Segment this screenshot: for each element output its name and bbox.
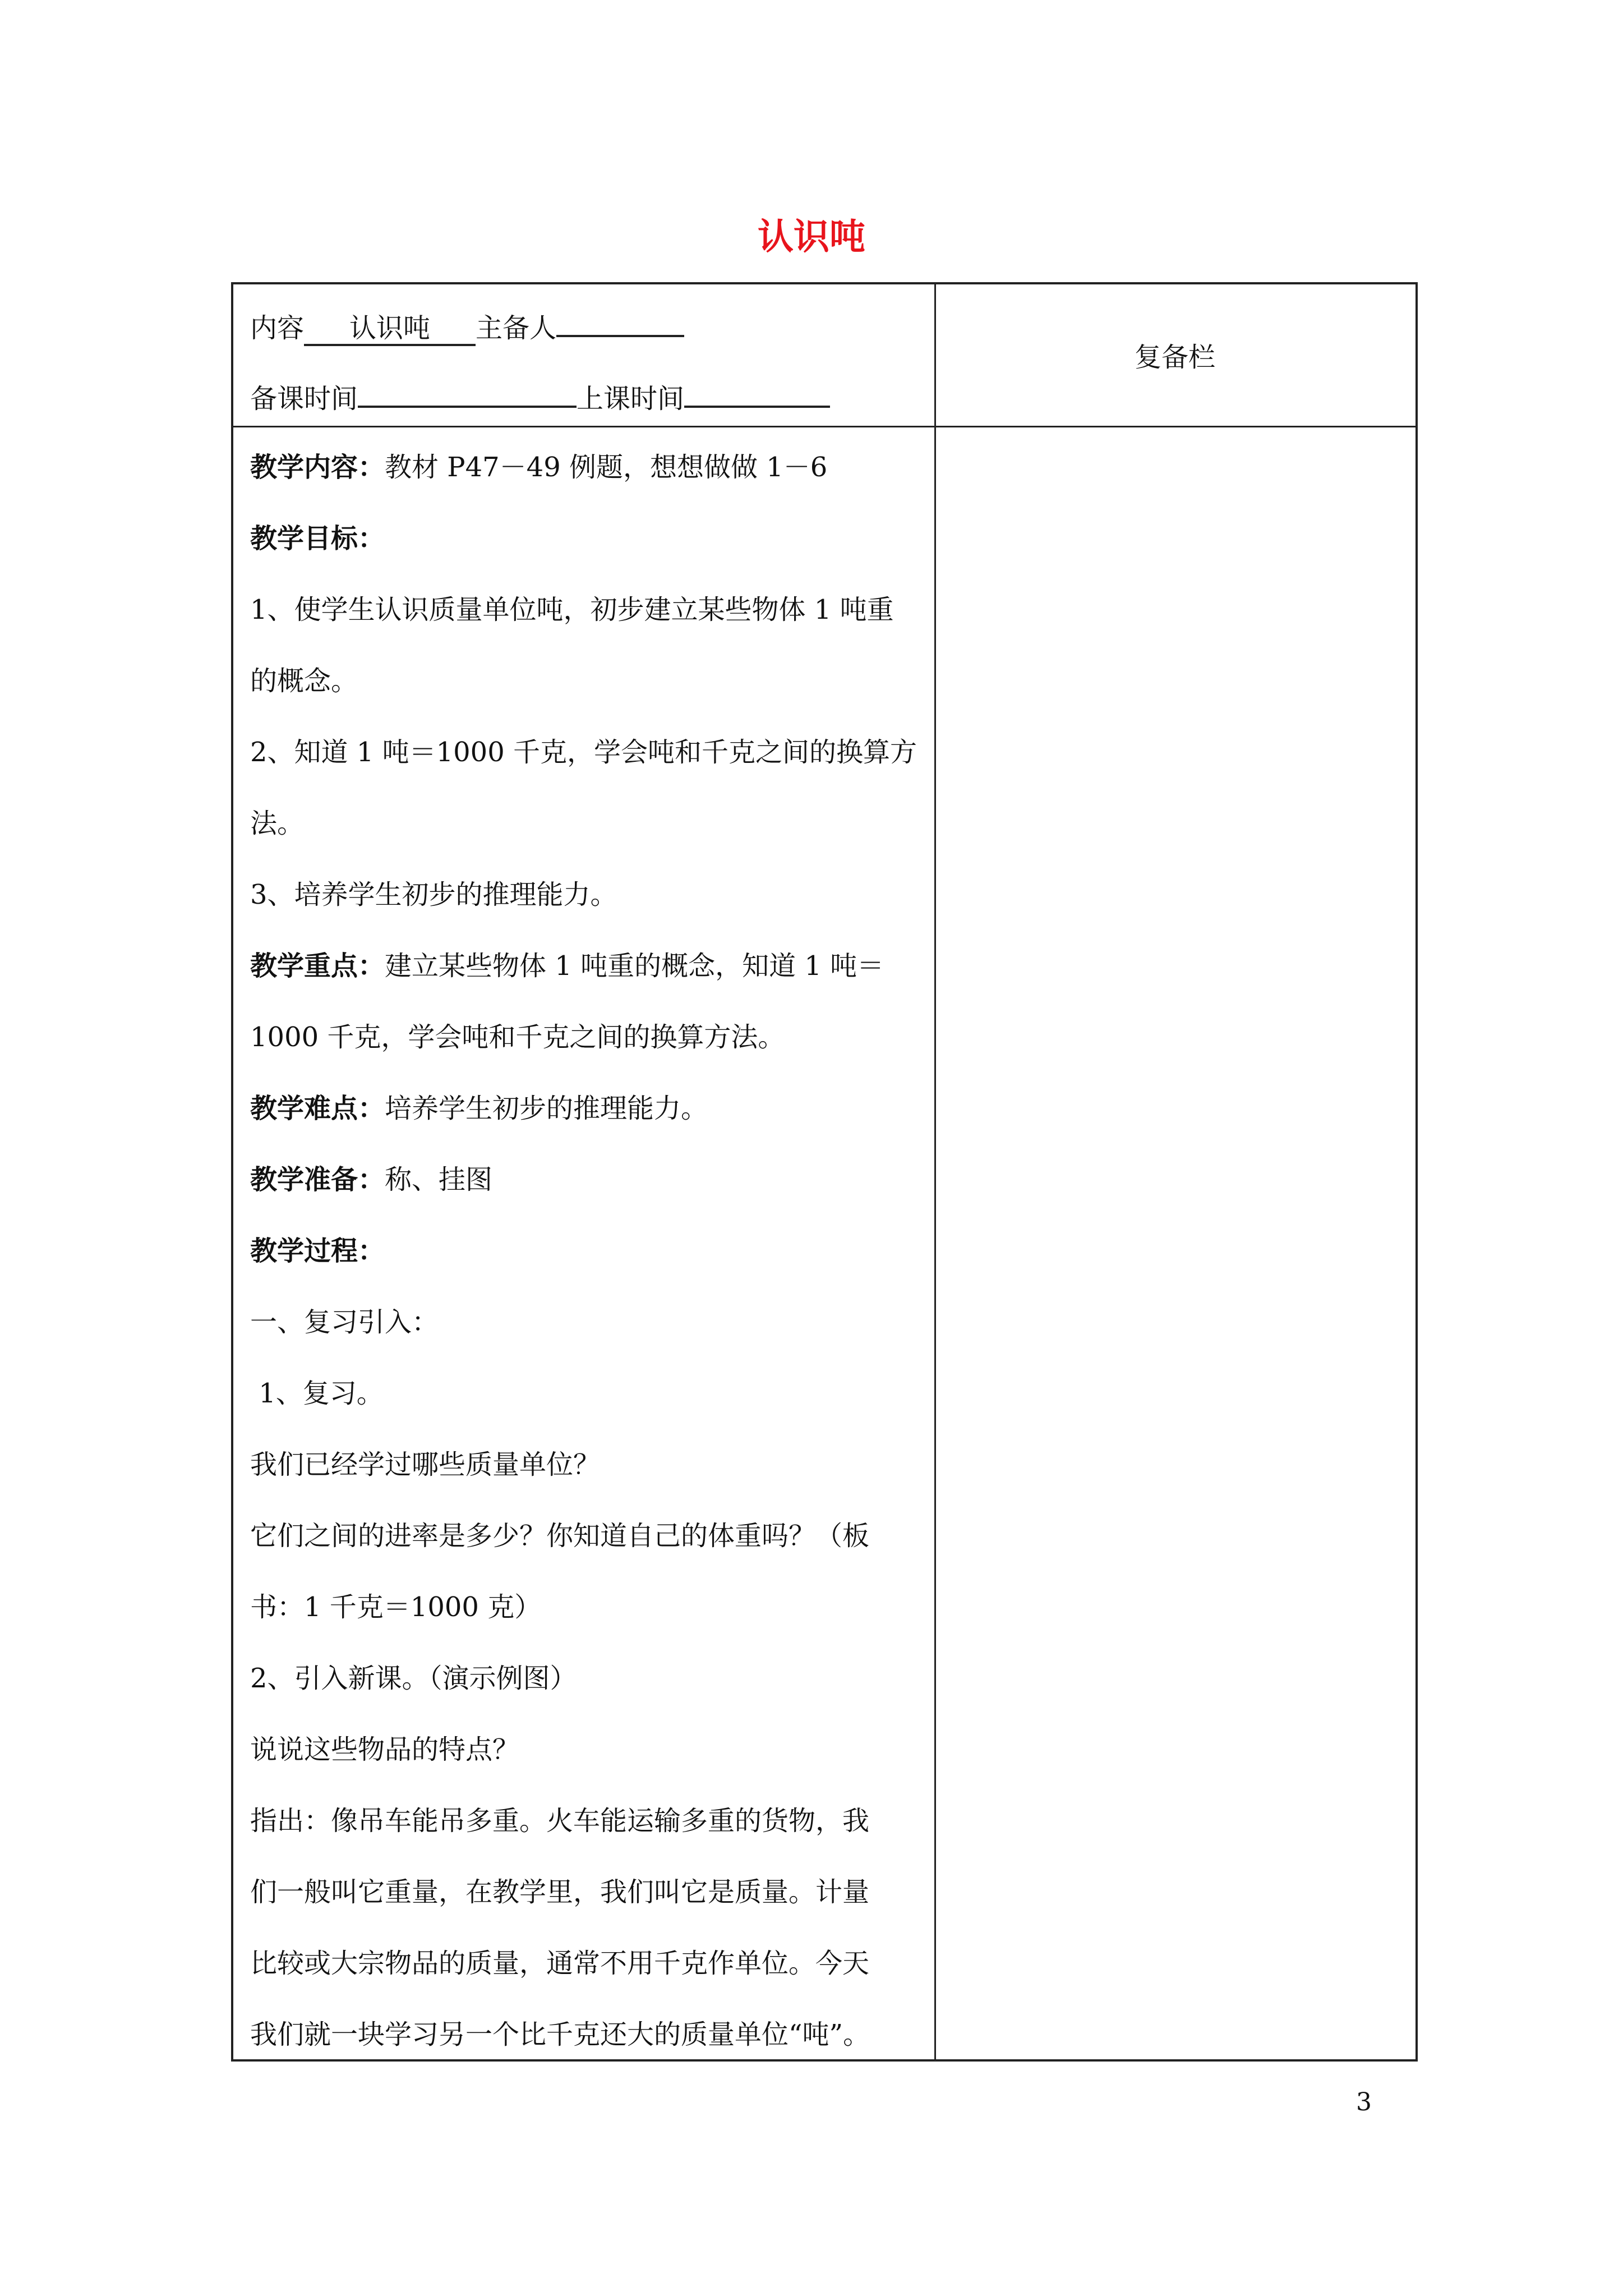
line-text: 我们就一块学习另一个比千克还大的质量单位“吨”。	[250, 2019, 870, 2050]
content-line	[250, 1660, 917, 1732]
content-line	[250, 1874, 917, 1945]
line-text: 说说这些物品的特点？	[250, 1734, 520, 1765]
content-line	[250, 663, 917, 734]
content-line	[250, 1233, 917, 1304]
lesson-plan-table	[231, 282, 1418, 2062]
section-label: 教学难点：	[250, 1093, 385, 1124]
line-text: 指出：像吊车能吊多重。火车能运输多重的货物，我	[250, 1805, 870, 1837]
line-text: 2、知道 1 吨＝1000 千克，学会吨和千克之间的换算方	[250, 737, 917, 768]
content-line	[250, 1019, 917, 1091]
line-text: 2、引入新课。（演示例图）	[250, 1663, 577, 1694]
line-text: 3、培养学生初步的推理能力。	[250, 879, 617, 910]
lead-label: 主备人	[476, 312, 557, 344]
content-line	[250, 734, 917, 806]
content-line	[250, 1447, 917, 1518]
line-text: 它们之间的进率是多少？你知道自己的体重吗？（板	[250, 1520, 870, 1552]
page-number: 3	[1356, 2088, 1372, 2116]
line-text: 的概念。	[250, 665, 358, 697]
content-line	[250, 1803, 917, 1874]
header-row-time	[250, 381, 830, 416]
content-line	[250, 592, 917, 663]
prep-time-blank	[358, 381, 577, 408]
header-row-content	[250, 310, 684, 346]
section-label: 教学目标：	[250, 523, 385, 554]
line-text: 建立某些物体 1 吨重的概念，知道 1 吨＝	[385, 950, 884, 982]
section-label: 教学重点：	[250, 950, 385, 982]
content-line	[250, 1945, 917, 2017]
content-line	[250, 948, 917, 1019]
line-text: 称、挂图	[385, 1164, 493, 1195]
content-line	[250, 449, 917, 521]
content-line	[250, 877, 917, 948]
line-text: 们一般叫它重量，在教学里，我们叫它是质量。计量	[250, 1876, 870, 1908]
lead-blank	[556, 310, 684, 337]
lesson-content	[250, 449, 917, 2088]
content-line	[250, 521, 917, 592]
content-line	[250, 1518, 917, 1589]
column-divider	[934, 284, 936, 2059]
section-label: 教学准备：	[250, 1164, 385, 1195]
line-text: 法。	[250, 808, 305, 839]
side-column-label: 复备栏	[1134, 342, 1215, 373]
content-line	[250, 1375, 917, 1447]
content-line	[250, 1732, 917, 1803]
header-divider	[233, 426, 1415, 427]
class-time-blank	[684, 381, 830, 408]
content-line	[250, 1304, 917, 1375]
line-text: 1000 千克，学会吨和千克之间的换算方法。	[250, 1022, 785, 1053]
content-line	[250, 1162, 917, 1233]
page-title: 认识吨	[758, 216, 865, 258]
prep-time-label: 备课时间	[250, 383, 358, 415]
content-line	[250, 1589, 917, 1660]
line-text: 书：1 千克＝1000 克）	[250, 1591, 542, 1623]
content-line	[250, 1091, 917, 1162]
content-line	[250, 806, 917, 877]
line-text: 培养学生初步的推理能力。	[385, 1093, 708, 1124]
line-text: 一、复习引入：	[250, 1306, 439, 1338]
line-text: 我们已经学过哪些质量单位？	[250, 1449, 601, 1480]
line-text: 比较或大宗物品的质量，通常不用千克作单位。今天	[250, 1948, 870, 1979]
class-time-label: 上课时间	[577, 383, 685, 415]
section-label: 教学过程：	[250, 1235, 385, 1267]
line-text: 1、复习。	[250, 1378, 384, 1409]
section-label: 教学内容：	[250, 452, 385, 483]
content-line	[250, 2017, 917, 2088]
content-label: 内容	[250, 312, 305, 344]
content-value: 认识吨	[304, 312, 476, 346]
line-text: 教材 P47－49 例题，想想做做 1－6	[385, 452, 828, 483]
line-text: 1、使学生认识质量单位吨，初步建立某些物体 1 吨重	[250, 594, 894, 625]
